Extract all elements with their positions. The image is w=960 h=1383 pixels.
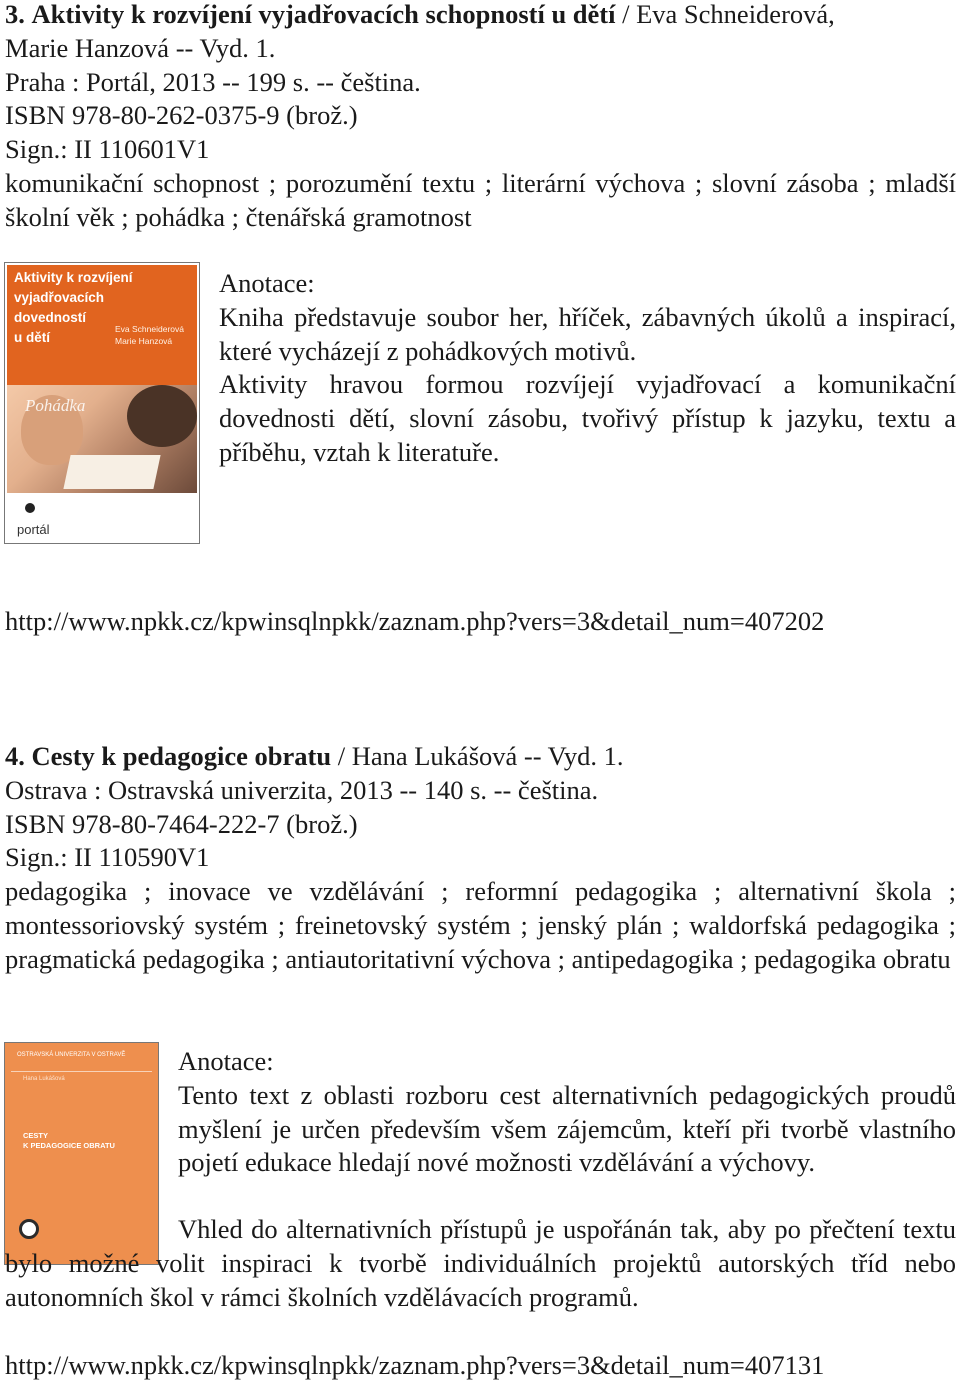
cover-title	[23, 1131, 153, 1151]
book-title: Aktivity k rozvíjení vyjadřovacích schopností u dětí	[31, 0, 616, 29]
book-authors: / Eva Schneiderová,	[615, 0, 835, 29]
book-signature: Sign.: II 110590V1	[5, 842, 210, 873]
cover-title-line: u dětí	[14, 330, 50, 345]
annotation-paragraph: Aktivity hravou formou rozvíjejí vyjadřovací a komunikační dovednosti dětí, slovní zásobu, tvořivý přístup k jazyku, textu a příběhu, vztah k literatuře.	[219, 369, 956, 467]
cover-author: Hana Lukášová	[23, 1076, 65, 1082]
entry-heading	[5, 740, 956, 774]
book-publisher: Praha : Portál, 2013 -- 199 s. -- čeština.	[5, 66, 421, 97]
cover-title-line: K PEDAGOGICE OBRATU	[23, 1141, 115, 1150]
entry-number: 3.	[5, 0, 25, 29]
annotation-paragraph: Vhled do alternativních přístupů je uspořánán tak, aby po přečtení textu bylo možné volit inspiraci k tvorbě individuálních projektů autorských tříd nebo autonomních škol v rámci školních vzdělávacích programů.	[5, 1214, 956, 1312]
annotation-4	[178, 1045, 956, 1180]
book-isbn: ISBN 978-80-262-0375-9 (brož.)	[5, 100, 358, 131]
annotation-3	[219, 267, 956, 470]
book-entry-3	[5, 0, 956, 235]
book-signature: Sign.: II 110601V1	[5, 134, 210, 165]
cover-title-line: CESTY	[23, 1131, 49, 1140]
cover-title-line: dovedností	[14, 310, 87, 325]
catalog-link[interactable]: http://www.npkk.cz/kpwinsqlnpkk/zaznam.php?vers=3&detail_num=407131	[5, 1350, 825, 1380]
annotation-label: Anotace:	[219, 268, 315, 298]
cover-author: Eva Schneiderová	[115, 324, 184, 334]
annotation-4-continued	[5, 1213, 956, 1314]
book-authors: / Hana Lukášová -- Vyd. 1.	[331, 741, 624, 771]
cover-authors	[115, 323, 199, 347]
annotation-paragraph: Kniha představuje soubor her, hříček, zábavných úkolů a inspirací, které vycházejí z pohádkových motivů.	[219, 301, 956, 366]
book-cover-3	[4, 262, 200, 544]
annotation-label: Anotace:	[178, 1046, 274, 1076]
book-keywords: pedagogika ; inovace ve vzdělávání ; reformní pedagogika ; alternativní škola ; montessoriovský systém ; freinetovský systém ; jenský plán ; waldorfská pedagogika ; pragmatická pedagogika ; antiautoritativní výchova ; antipedagogika ; pedagogika obratu	[5, 876, 956, 974]
cover-title-line: vyjadřovacích	[14, 290, 105, 305]
book-authors-continued: Marie Hanzová -- Vyd. 1.	[5, 32, 276, 63]
cover-title-line: Aktivity k rozvíjení	[14, 270, 133, 285]
book-title: Cesty k pedagogice obratu	[31, 741, 332, 771]
book-entry-4	[5, 740, 956, 977]
annotation-paragraph: Tento text z oblasti rozboru cest alternativních pedagogických proudů myšlení je určen především všem zájemcům, kteří při tvorbě vlastního pojetí edukace hledají nové možnosti vzdělávání a výchovy.	[178, 1079, 956, 1178]
cover-subtitle: Pohádka	[25, 396, 86, 415]
book-isbn: ISBN 978-80-7464-222-7 (brož.)	[5, 808, 358, 839]
cover-publisher: portál	[17, 522, 50, 537]
cover-author: Marie Hanzová	[115, 336, 173, 346]
publisher-logo-icon	[25, 503, 35, 513]
book-keywords: komunikační schopnost ; porozumění textu ; literární výchova ; slovní zásoba ; mladší školní věk ; pohádka ; čtenářská gramotnost	[5, 167, 956, 232]
cover-publisher: OSTRAVSKÁ UNIVERZITA V OSTRAVĚ	[17, 1052, 126, 1058]
cover-photo-book	[63, 455, 160, 489]
book-publisher: Ostrava : Ostravská univerzita, 2013 -- 140 s. -- čeština.	[5, 774, 599, 805]
catalog-link[interactable]: http://www.npkk.cz/kpwinsqlnpkk/zaznam.php?vers=3&detail_num=407202	[5, 606, 825, 636]
entry-number: 4.	[5, 741, 25, 771]
entry-heading	[5, 0, 956, 32]
cover-photo-adult	[127, 385, 197, 447]
